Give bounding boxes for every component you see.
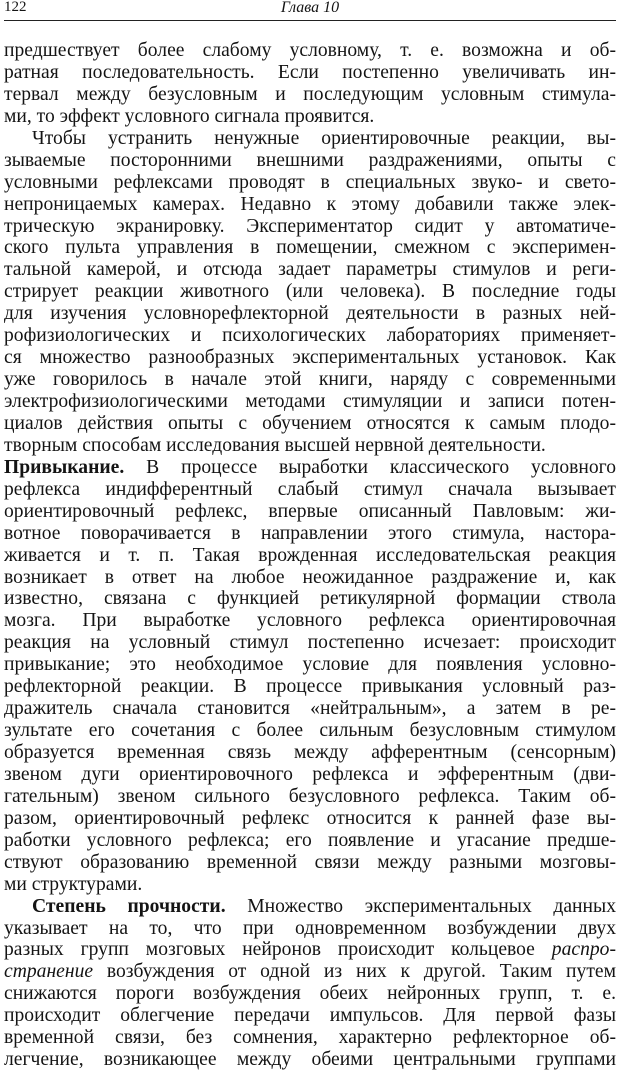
italic-term: странение	[4, 961, 94, 983]
text-line: временной связи, без сомнения, характерно рефлекторное об-	[4, 1027, 616, 1049]
text-line: зультате его сочетания с более сильным безусловным стимулом	[4, 720, 616, 742]
page-header	[4, 0, 616, 21]
text-line: тервал между безусловным и последующим условным стимула-	[4, 83, 616, 105]
section-heading-line	[4, 896, 616, 918]
text-line: образуется временная связь между афферентным (сенсорным)	[4, 742, 616, 763]
section-heading-line	[4, 457, 616, 479]
text-line: тальной камерой, и отсюда задает параметры стимулов и реги-	[4, 259, 616, 281]
text-line: привыкание; это необходимое условие для появления условно-	[4, 654, 616, 676]
text-line: ся множество разнообразных экспериментальных установок. Как	[4, 347, 616, 369]
text-line: рефлекса индифферентный слабый стимул сначала вызывает	[4, 478, 616, 500]
text-line: вотное поворачивается в направлении этого стимула, насторa-	[4, 522, 616, 544]
text-line: ми структурами.	[4, 873, 143, 895]
text-fragment: разных групп мозговых нейронов происходит кольцевое	[4, 939, 535, 961]
text-line: рефлекторной реакции. В процессе привыкания условный раз-	[4, 676, 616, 698]
text-line: разом, ориентировочный рефлекс относится к ранней фазе вы-	[4, 807, 616, 829]
text-line	[4, 961, 616, 983]
page-number: 122	[4, 0, 27, 15]
text-fragment: В процессе выработки классического условного	[146, 456, 616, 478]
running-head: Глава 10	[280, 0, 340, 16]
text-line: рофизиологических и психологических лабораториях применяет-	[4, 325, 616, 347]
text-line: стрирует реакции животного (или человека). В последние годы	[4, 281, 616, 303]
text-line: работки условного рефлекса; его появление и угасание предше-	[4, 829, 616, 851]
text-line: ориентировочный рефлекс, впервые описанный Павловым: жи-	[4, 500, 616, 522]
text-line: Чтобы устранить ненужные ориентировочные реакции, вы-	[32, 127, 616, 149]
body-text	[4, 40, 616, 1071]
heading-strength: Степень прочности.	[32, 895, 226, 917]
text-line: электрофизиологическими методами стимуляции и записи потен-	[4, 391, 616, 412]
text-line: ми, то эффект условного сигнала проявится.	[4, 105, 375, 127]
text-line: для изучения условнорефлекторной деятельности в разных ней-	[4, 303, 616, 325]
text-line: трическую экранировку. Экспериментатор сидит у автоматиче-	[4, 215, 616, 237]
text-fragment: возбуждения от одной из них к другой. Таким путем	[106, 961, 616, 983]
text-line: звеном дуги ориентировочного рефлекса и эфферентным (дви-	[4, 763, 616, 785]
text-line: реакция на условный стимул постепенно исчезает: происходит	[4, 632, 616, 654]
text-line: возникает в ответ на любое неожиданное раздражение и, как	[4, 566, 616, 588]
text-line: циалов действия опыты с обучением относятся к самым плодо-	[4, 412, 616, 434]
text-line: происходит облегчение передачи импульсов. Для первой фазы	[4, 1005, 616, 1027]
text-line: непроницаемых камерах. Недавно к этому добавили также элек-	[4, 193, 616, 215]
text-fragment: Множество экспериментальных данных	[247, 895, 616, 917]
text-line: ского пульта управления в помещении, смежном с эксперимен-	[4, 237, 616, 259]
text-line: указывает на то, что при одновременном возбуждении двух	[4, 917, 616, 939]
text-line: ствуют образованию временной связи между разными мозговы-	[4, 851, 616, 873]
text-line: известно, связана с функцией ретикулярной формации ствола	[4, 588, 616, 610]
text-line	[4, 939, 616, 961]
text-line: творным способам исследования высшей нервной деятельности.	[4, 434, 546, 456]
text-line: гательным) звеном сильного безусловного рефлекса. Таким об-	[4, 785, 616, 807]
text-line: живается и т. п. Такая врожденная исследовательская реакция	[4, 544, 616, 566]
text-line: предшествует более слабому условному, т. е. возможна и об-	[4, 40, 616, 61]
text-line: условными рефлексами проводят в специальных звуко- и свето-	[4, 171, 616, 193]
text-line: ратная последовательность. Если постепенно увеличивать ин-	[4, 61, 616, 83]
italic-term: распро-	[551, 939, 616, 961]
text-line: снижаются пороги возбуждения обеих нейронных групп, т. е.	[4, 983, 616, 1005]
text-line: легчение, возникающее между обеими центральными группами	[4, 1049, 616, 1071]
text-line: дражитель сначала становится «нейтральным», а затем в ре-	[4, 698, 616, 720]
text-line: зываемые посторонними внешними раздражениями, опыты с	[4, 149, 616, 171]
text-line: уже говорилось в начале этой книги, наряду с современными	[4, 369, 616, 391]
text-line: мозга. При выработке условного рефлекса ориентировочная	[4, 610, 616, 632]
heading-habituation: Привыкание.	[4, 456, 125, 478]
